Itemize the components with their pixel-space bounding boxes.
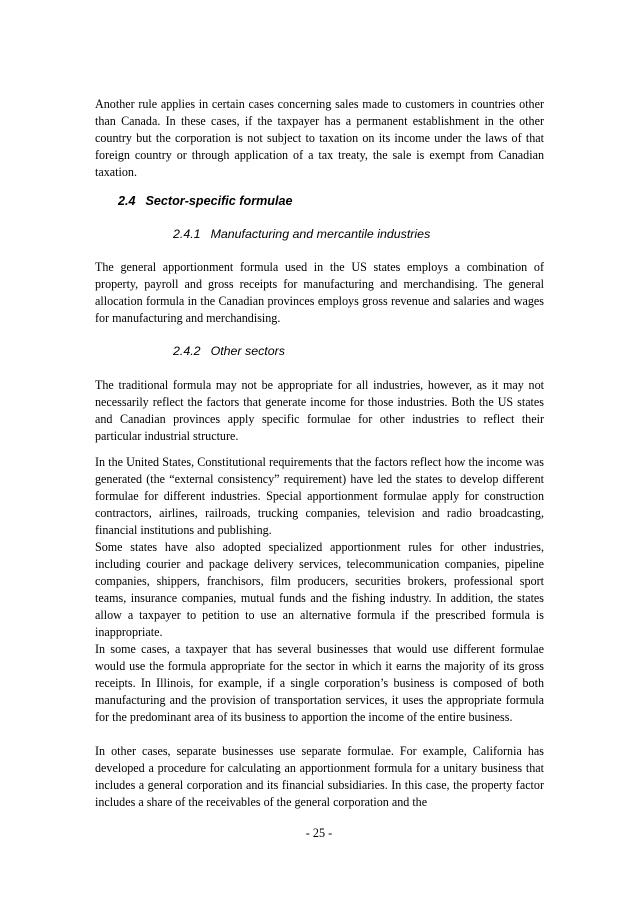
paragraph-general-formula: The general apportionment formula used in the US states employs a combination of property, payroll and gross receipts for manufacturing and merchandising. The general allocation formula in the Canadian provinces employs gross revenue and salaries and wages for manufacturing and merchandising. xyxy=(95,260,544,325)
section-number: 2.4 xyxy=(118,194,136,208)
subsection-title: Manufacturing and mercantile industries xyxy=(210,227,431,241)
paragraph-sales-outside-canada: Another rule applies in certain cases concerning sales made to customers in countries other than Canada. In these cases, if the taxpayer has a permanent establishment in the other country but the corporation is not subject to taxation on its income under the laws of that foreign country or through application of a tax treaty, the sale is exempt from Canadian taxation. xyxy=(95,97,544,179)
subsection-number: 2.4.2 xyxy=(173,344,201,358)
paragraph-separate-formulae: In other cases, separate businesses use separate formulae. For example, California has developed a procedure for calculating an apportionment formula for a unitary business that includes a general corporation and its financial subsidiaries. In this case, the property factor includes a share of the receivables of the general corporation and the xyxy=(95,744,544,809)
page-number: - 25 - xyxy=(305,826,333,840)
subsection-heading-2-4-1 xyxy=(173,227,430,241)
paragraph-us-constitutional: In the United States, Constitutional requirements that the factors reflect how the income was generated (the “external consistency” requirement) have led the states to develop different formulae for different industries. Special apportionment formulae apply for construction contractors, airlines, railroads, trucking companies, television and radio broadcasting, financial institutions and publishing. xyxy=(95,455,544,537)
section-heading-2-4 xyxy=(118,194,293,208)
paragraph-several-businesses: In some cases, a taxpayer that has several businesses that would use different formulae would use the formula appropriate for the sector in which it earns the majority of its gross receipts. In Illinois, for example, if a single corporation’s business is composed of both manufacturing and the provision of transportation services, it uses the appropriate formula for the predominant area of its business to apportion the income of the entire business. xyxy=(95,642,544,724)
subsection-heading-2-4-2 xyxy=(173,344,285,358)
paragraph-specialized-rules: Some states have also adopted specialized apportionment rules for other industries, including courier and package delivery services, telecommunication companies, pipeline companies, shippers, franchisors, film producers, securities brokers, professional sport teams, insurance companies, mutual funds and the fishing industry. In addition, the states allow a taxpayer to petition to use an alternative formula if the prescribed formula is inappropriate. xyxy=(95,540,544,639)
subsection-title: Other sectors xyxy=(210,344,285,358)
paragraph-traditional-formula: The traditional formula may not be appropriate for all industries, however, as it may not necessarily reflect the factors that generate income for those industries. Both the US states and Canadian provinces apply specific formulae for other industries to reflect their particular industrial structure. xyxy=(95,378,544,443)
section-title: Sector-specific formulae xyxy=(145,194,293,208)
subsection-number: 2.4.1 xyxy=(173,227,201,241)
